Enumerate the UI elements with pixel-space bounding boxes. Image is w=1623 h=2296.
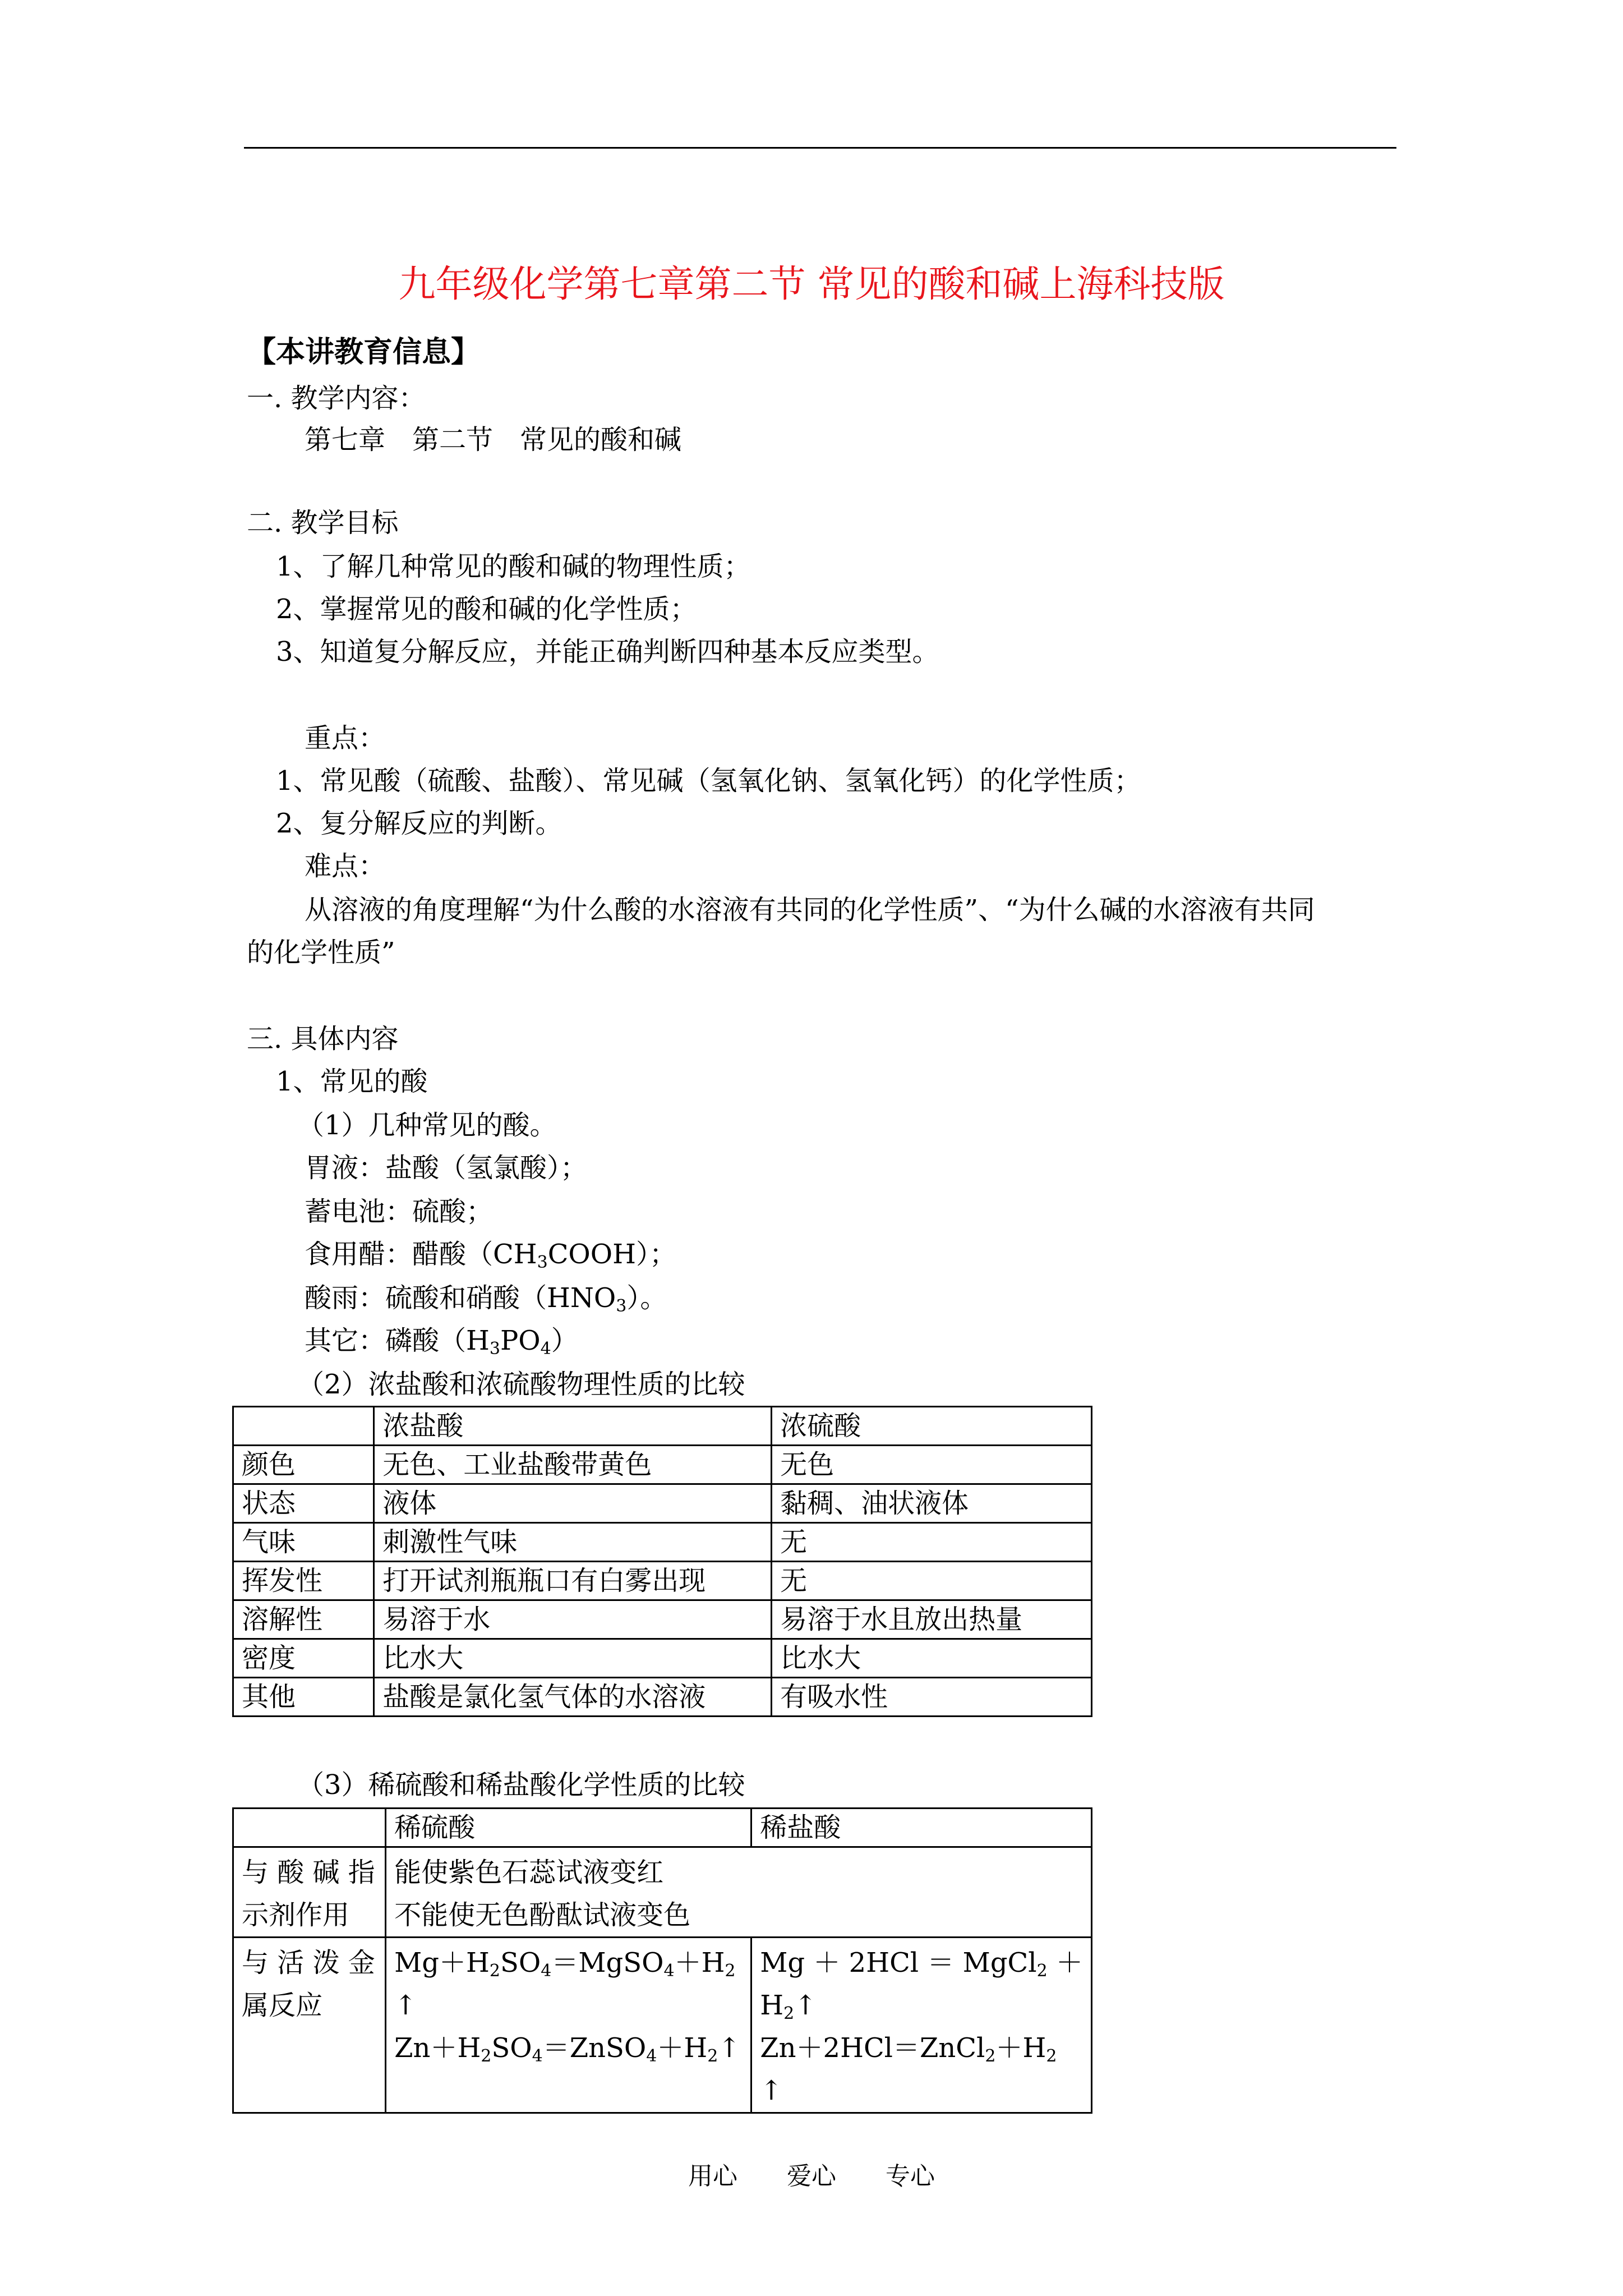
table-cell: 打开试剂瓶瓶口有白雾出现 bbox=[374, 1562, 772, 1600]
key-point-item: 2、复分解反应的判断。 bbox=[276, 808, 562, 839]
key-point-item: 1、常见酸（硫酸、盐酸）、常见碱（氢氧化钠、氢氧化钙）的化学性质； bbox=[276, 765, 1141, 797]
table-1-caption: （2）浓盐酸和浓硫酸物理性质的比较 bbox=[297, 1369, 745, 1400]
table-cell: 比水大 bbox=[772, 1639, 1092, 1678]
table-cell: 颜色 bbox=[233, 1446, 374, 1484]
table-cell bbox=[233, 1407, 374, 1446]
table-cell: 有吸水性 bbox=[772, 1678, 1092, 1717]
difficulty-text: 从溶液的角度理解“为什么酸的水溶液有共同的化学性质”、“为什么碱的水溶液有共同 bbox=[305, 894, 1315, 926]
table-row bbox=[233, 1446, 1092, 1484]
table-cell: 黏稠、油状液体 bbox=[772, 1484, 1092, 1523]
table-header-row bbox=[233, 1407, 1092, 1446]
table-row bbox=[233, 1639, 1092, 1678]
key-points-label: 重点： bbox=[305, 723, 386, 754]
table-cell: 挥发性 bbox=[233, 1562, 374, 1600]
acid-item: 酸雨：硫酸和硝酸$(HNO_3)$。 bbox=[305, 1282, 667, 1316]
table-cell: 无色 bbox=[772, 1446, 1092, 1484]
table-header-row bbox=[233, 1809, 1092, 1847]
equation: $Mg+H_2SO_4=MgSO_4+H_2$ bbox=[394, 1947, 736, 1981]
section-2-heading: 二. 教学目标 bbox=[247, 507, 399, 539]
up-arrow-icon: ↑ bbox=[760, 2075, 783, 2106]
section-1-heading: 一. 教学内容： bbox=[247, 383, 426, 414]
table-cell: 浓盐酸 bbox=[374, 1407, 772, 1446]
up-arrow-icon: ↑ bbox=[718, 2032, 741, 2064]
section-3-heading: 三. 具体内容 bbox=[247, 1023, 399, 1055]
table-cell: 能使紫色石蕊试液变红 不能使无色酚酞试液变色 bbox=[386, 1847, 1092, 1938]
table-cell: 无 bbox=[772, 1523, 1092, 1562]
table-cell bbox=[386, 1938, 751, 2113]
table-row bbox=[233, 1484, 1092, 1523]
table-cell: 溶解性 bbox=[233, 1600, 374, 1639]
table-cell: 稀盐酸 bbox=[751, 1809, 1092, 1847]
table-cell: 无色、工业盐酸带黄色 bbox=[374, 1446, 772, 1484]
table-2-caption: （3）稀硫酸和稀盐酸化学性质的比较 bbox=[297, 1769, 745, 1801]
difficulty-label: 难点： bbox=[305, 850, 386, 882]
acid-item: 胃液：盐酸（氢氯酸）； bbox=[305, 1152, 588, 1184]
equation: $Zn+H_2SO_4=ZnSO_4+H_2↑$ bbox=[394, 2032, 741, 2066]
up-arrow-icon: ↑ bbox=[794, 1990, 817, 2021]
difficulty-text-cont: 的化学性质” bbox=[247, 937, 395, 968]
table-cell: 液体 bbox=[374, 1484, 772, 1523]
goal-item: 3、知道复分解反应，并能正确判断四种基本反应类型。 bbox=[276, 636, 939, 668]
header-rule bbox=[244, 147, 1396, 149]
table-cell: 与 酸 碱 指 示剂作用 bbox=[233, 1847, 386, 1938]
table-cell: 刺激性气味 bbox=[374, 1523, 772, 1562]
table-row bbox=[233, 1938, 1092, 2113]
equation: $Zn+2HCl=ZnCl_2+H_2$ bbox=[760, 2032, 1057, 2066]
table-row bbox=[233, 1523, 1092, 1562]
section-1-content: 第七章 第二节 常见的酸和碱 bbox=[305, 424, 682, 455]
table-cell: 无 bbox=[772, 1562, 1092, 1600]
table-cell: 易溶于水 bbox=[374, 1600, 772, 1639]
table-row bbox=[233, 1562, 1092, 1600]
up-arrow-icon: ↑ bbox=[394, 1990, 417, 2021]
table-cell bbox=[751, 1938, 1092, 2113]
goal-item: 2、掌握常见的酸和碱的化学性质； bbox=[276, 593, 697, 625]
table-cell bbox=[233, 1809, 386, 1847]
table-cell: 与 活 泼 金 属反应 bbox=[233, 1938, 386, 2113]
table-cell: 状态 bbox=[233, 1484, 374, 1523]
table-cell: 密度 bbox=[233, 1639, 374, 1678]
physical-properties-table bbox=[232, 1406, 1092, 1717]
page-footer: 用心 爱心 专心 bbox=[688, 2162, 935, 2191]
acid-item: 蓄电池：硫酸； bbox=[305, 1196, 494, 1227]
equation: $H_2↑$ bbox=[760, 1990, 817, 2023]
table-cell: 稀硫酸 bbox=[386, 1809, 751, 1847]
table-cell: 气味 bbox=[233, 1523, 374, 1562]
subsection-heading: 1、常见的酸 bbox=[276, 1066, 428, 1097]
table-row bbox=[233, 1847, 1092, 1938]
info-header: 【本讲教育信息】 bbox=[247, 335, 481, 369]
table-cell: 浓硫酸 bbox=[772, 1407, 1092, 1446]
subsection-heading: （1）几种常见的酸。 bbox=[297, 1110, 557, 1141]
table-cell: 易溶于水且放出热量 bbox=[772, 1600, 1092, 1639]
equation: Mg ＋ 2HCl ＝ MgCl$_2$ ＋ bbox=[760, 1947, 1083, 1981]
table-cell: 比水大 bbox=[374, 1639, 772, 1678]
table-row bbox=[233, 1678, 1092, 1717]
table-cell: 其他 bbox=[233, 1678, 374, 1717]
acid-item: 食用醋：醋酸$(CH_3COOH)$； bbox=[305, 1239, 676, 1272]
page-title: 九年级化学第七章第二节 常见的酸和碱上海科技版 bbox=[398, 263, 1225, 306]
goal-item: 1、了解几种常见的酸和碱的物理性质； bbox=[276, 551, 751, 582]
acid-item: 其它：磷酸$(H_3PO_4)$ bbox=[305, 1325, 578, 1359]
chemical-properties-table bbox=[232, 1807, 1092, 2114]
table-cell: 盐酸是氯化氢气体的水溶液 bbox=[374, 1678, 772, 1717]
table-row bbox=[233, 1600, 1092, 1639]
